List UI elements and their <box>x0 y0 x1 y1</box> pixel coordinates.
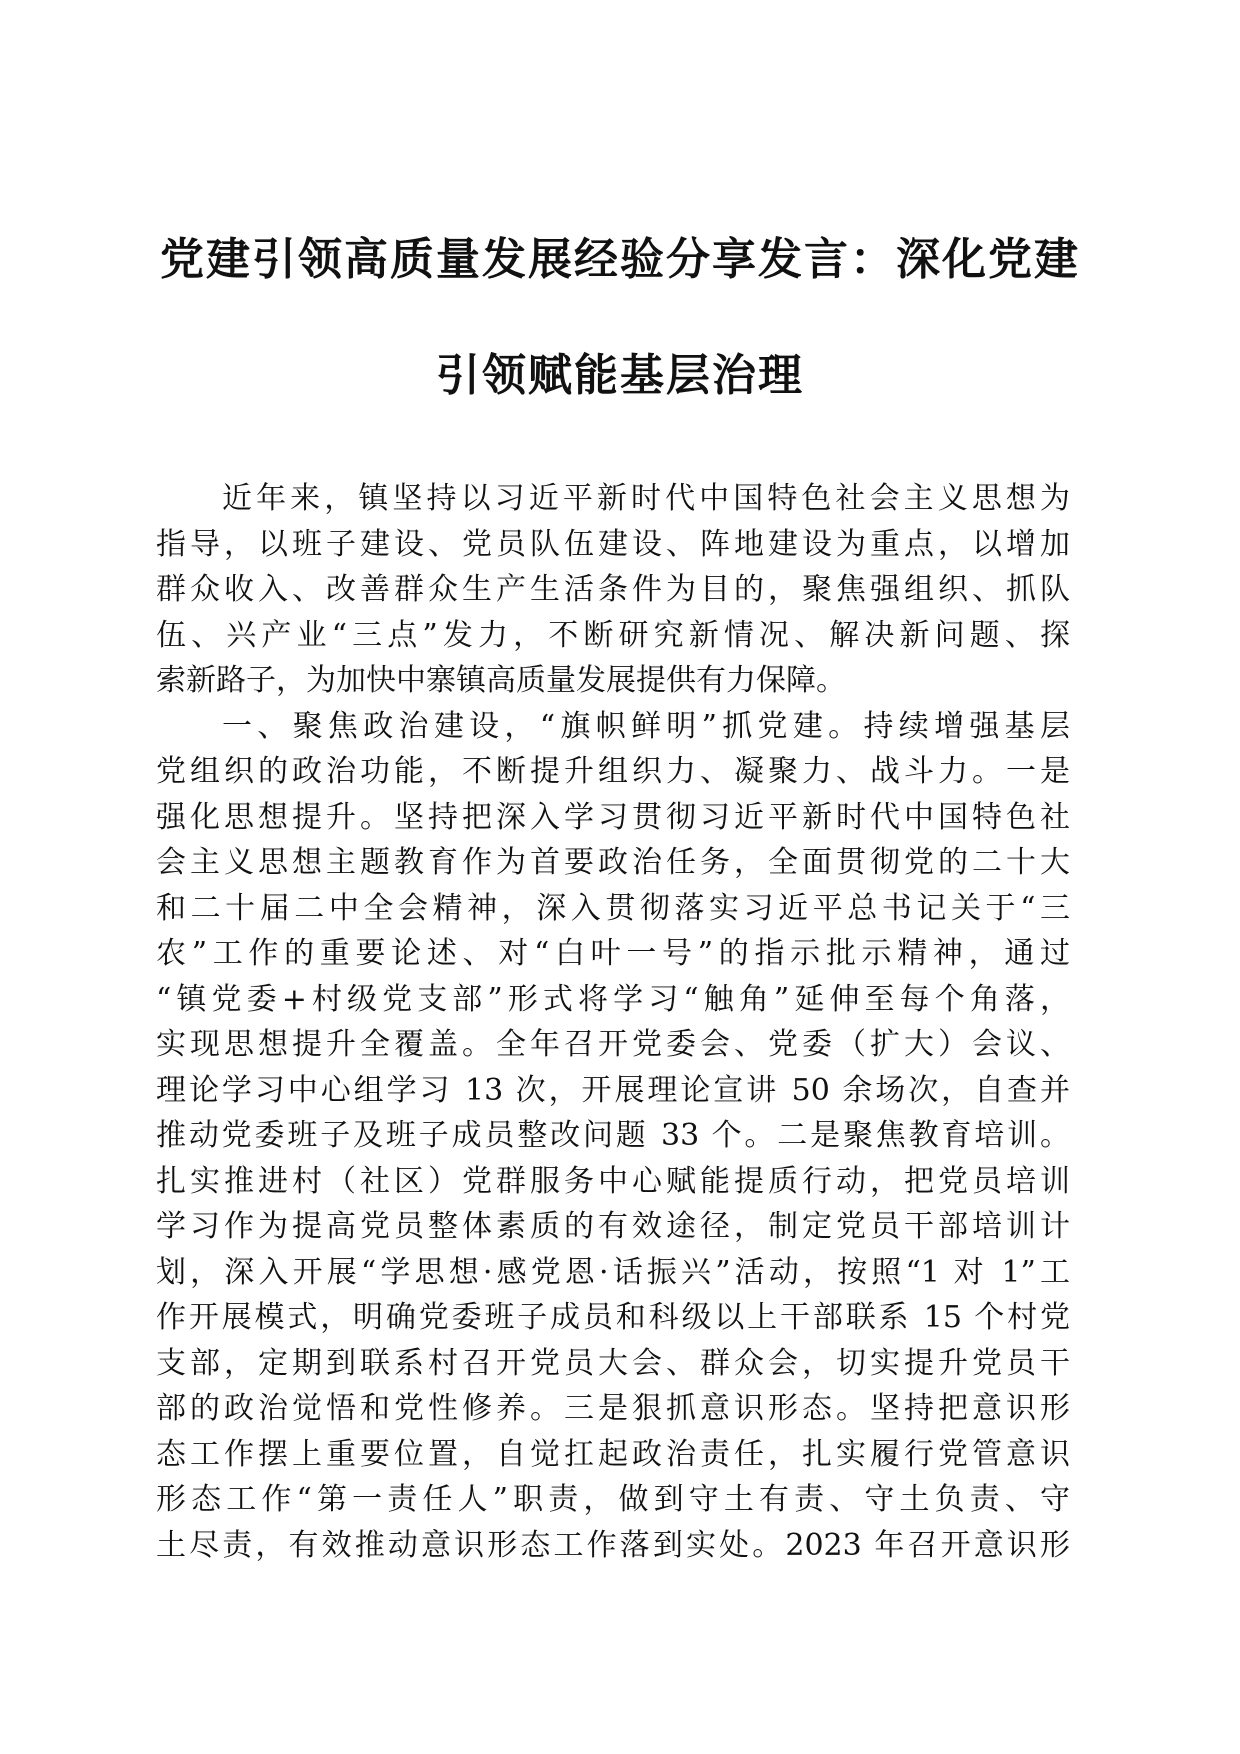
text-line: 土尽责，有效推动意识形态工作落到实处。2023 年召开意识形 <box>156 1527 1070 1563</box>
text-line: 会主义思想主题教育作为首要政治任务，全面贯彻党的二十大 <box>156 845 1070 880</box>
document-body <box>156 476 1070 1568</box>
text-line: 党组织的政治功能，不断提升组织力、凝聚力、战斗力。一是 <box>156 754 1070 789</box>
text-line: “镇党委+村级党支部”形式将学习“触角”延伸至每个角落， <box>156 981 1070 1017</box>
text-line: 农”工作的重要论述、对“白叶一号”的指示批示精神，通过 <box>156 936 1070 971</box>
paragraph <box>156 704 1070 1569</box>
text-line: 划，深入开展“学思想·感党恩·话振兴”活动，按照“1 对 1”工 <box>156 1254 1070 1290</box>
text-line: 部的政治觉悟和党性修养。三是狠抓意识形态。坚持把意识形 <box>156 1391 1070 1426</box>
document-title-line-1: 党建引领高质量发展经验分享发言：深化党建 <box>160 234 1080 285</box>
text-line: 态工作摆上重要位置，自觉扛起政治责任，扎实履行党管意识 <box>156 1436 1070 1472</box>
text-line: 理论学习中心组学习 13 次，开展理论宣讲 50 余场次，自查并 <box>156 1072 1070 1108</box>
text-line: 支部，定期到联系村召开党员大会、群众会，切实提升党员干 <box>156 1345 1070 1381</box>
text-line: 索新路子，为加快中寨镇高质量发展提供有力保障。 <box>156 663 846 698</box>
text-line: 近年来，镇坚持以习近平新时代中国特色社会主义思想为 <box>222 481 1070 516</box>
text-line: 和二十届二中全会精神，深入贯彻落实习近平总书记关于“三 <box>156 890 1070 926</box>
text-line: 伍、兴产业“三点”发力，不断研究新情况、解决新问题、探 <box>156 617 1070 653</box>
text-line: 推动党委班子及班子成员整改问题 33 个。二是聚焦教育培训。 <box>156 1118 1070 1153</box>
paragraph <box>156 476 1070 704</box>
text-line: 一、聚焦政治建设，“旗帜鲜明”抓党建。持续增强基层 <box>222 708 1070 744</box>
text-line: 实现思想提升全覆盖。全年召开党委会、党委（扩大）会议、 <box>156 1027 1070 1062</box>
text-line: 指导，以班子建设、党员队伍建设、阵地建设为重点，以增加 <box>156 526 1070 562</box>
text-line: 作开展模式，明确党委班子成员和科级以上干部联系 15 个村党 <box>156 1300 1070 1335</box>
document-title-line-2: 引领赋能基层治理 <box>436 350 804 401</box>
text-line: 强化思想提升。坚持把深入学习贯彻习近平新时代中国特色社 <box>156 799 1070 835</box>
text-line: 学习作为提高党员整体素质的有效途径，制定党员干部培训计 <box>156 1209 1070 1244</box>
text-line: 扎实推进村（社区）党群服务中心赋能提质行动，把党员培训 <box>156 1163 1070 1199</box>
text-line: 群众收入、改善群众生产生活条件为目的，聚焦强组织、抓队 <box>156 572 1070 607</box>
text-line: 形态工作“第一责任人”职责，做到守土有责、守土负责、守 <box>156 1482 1070 1517</box>
